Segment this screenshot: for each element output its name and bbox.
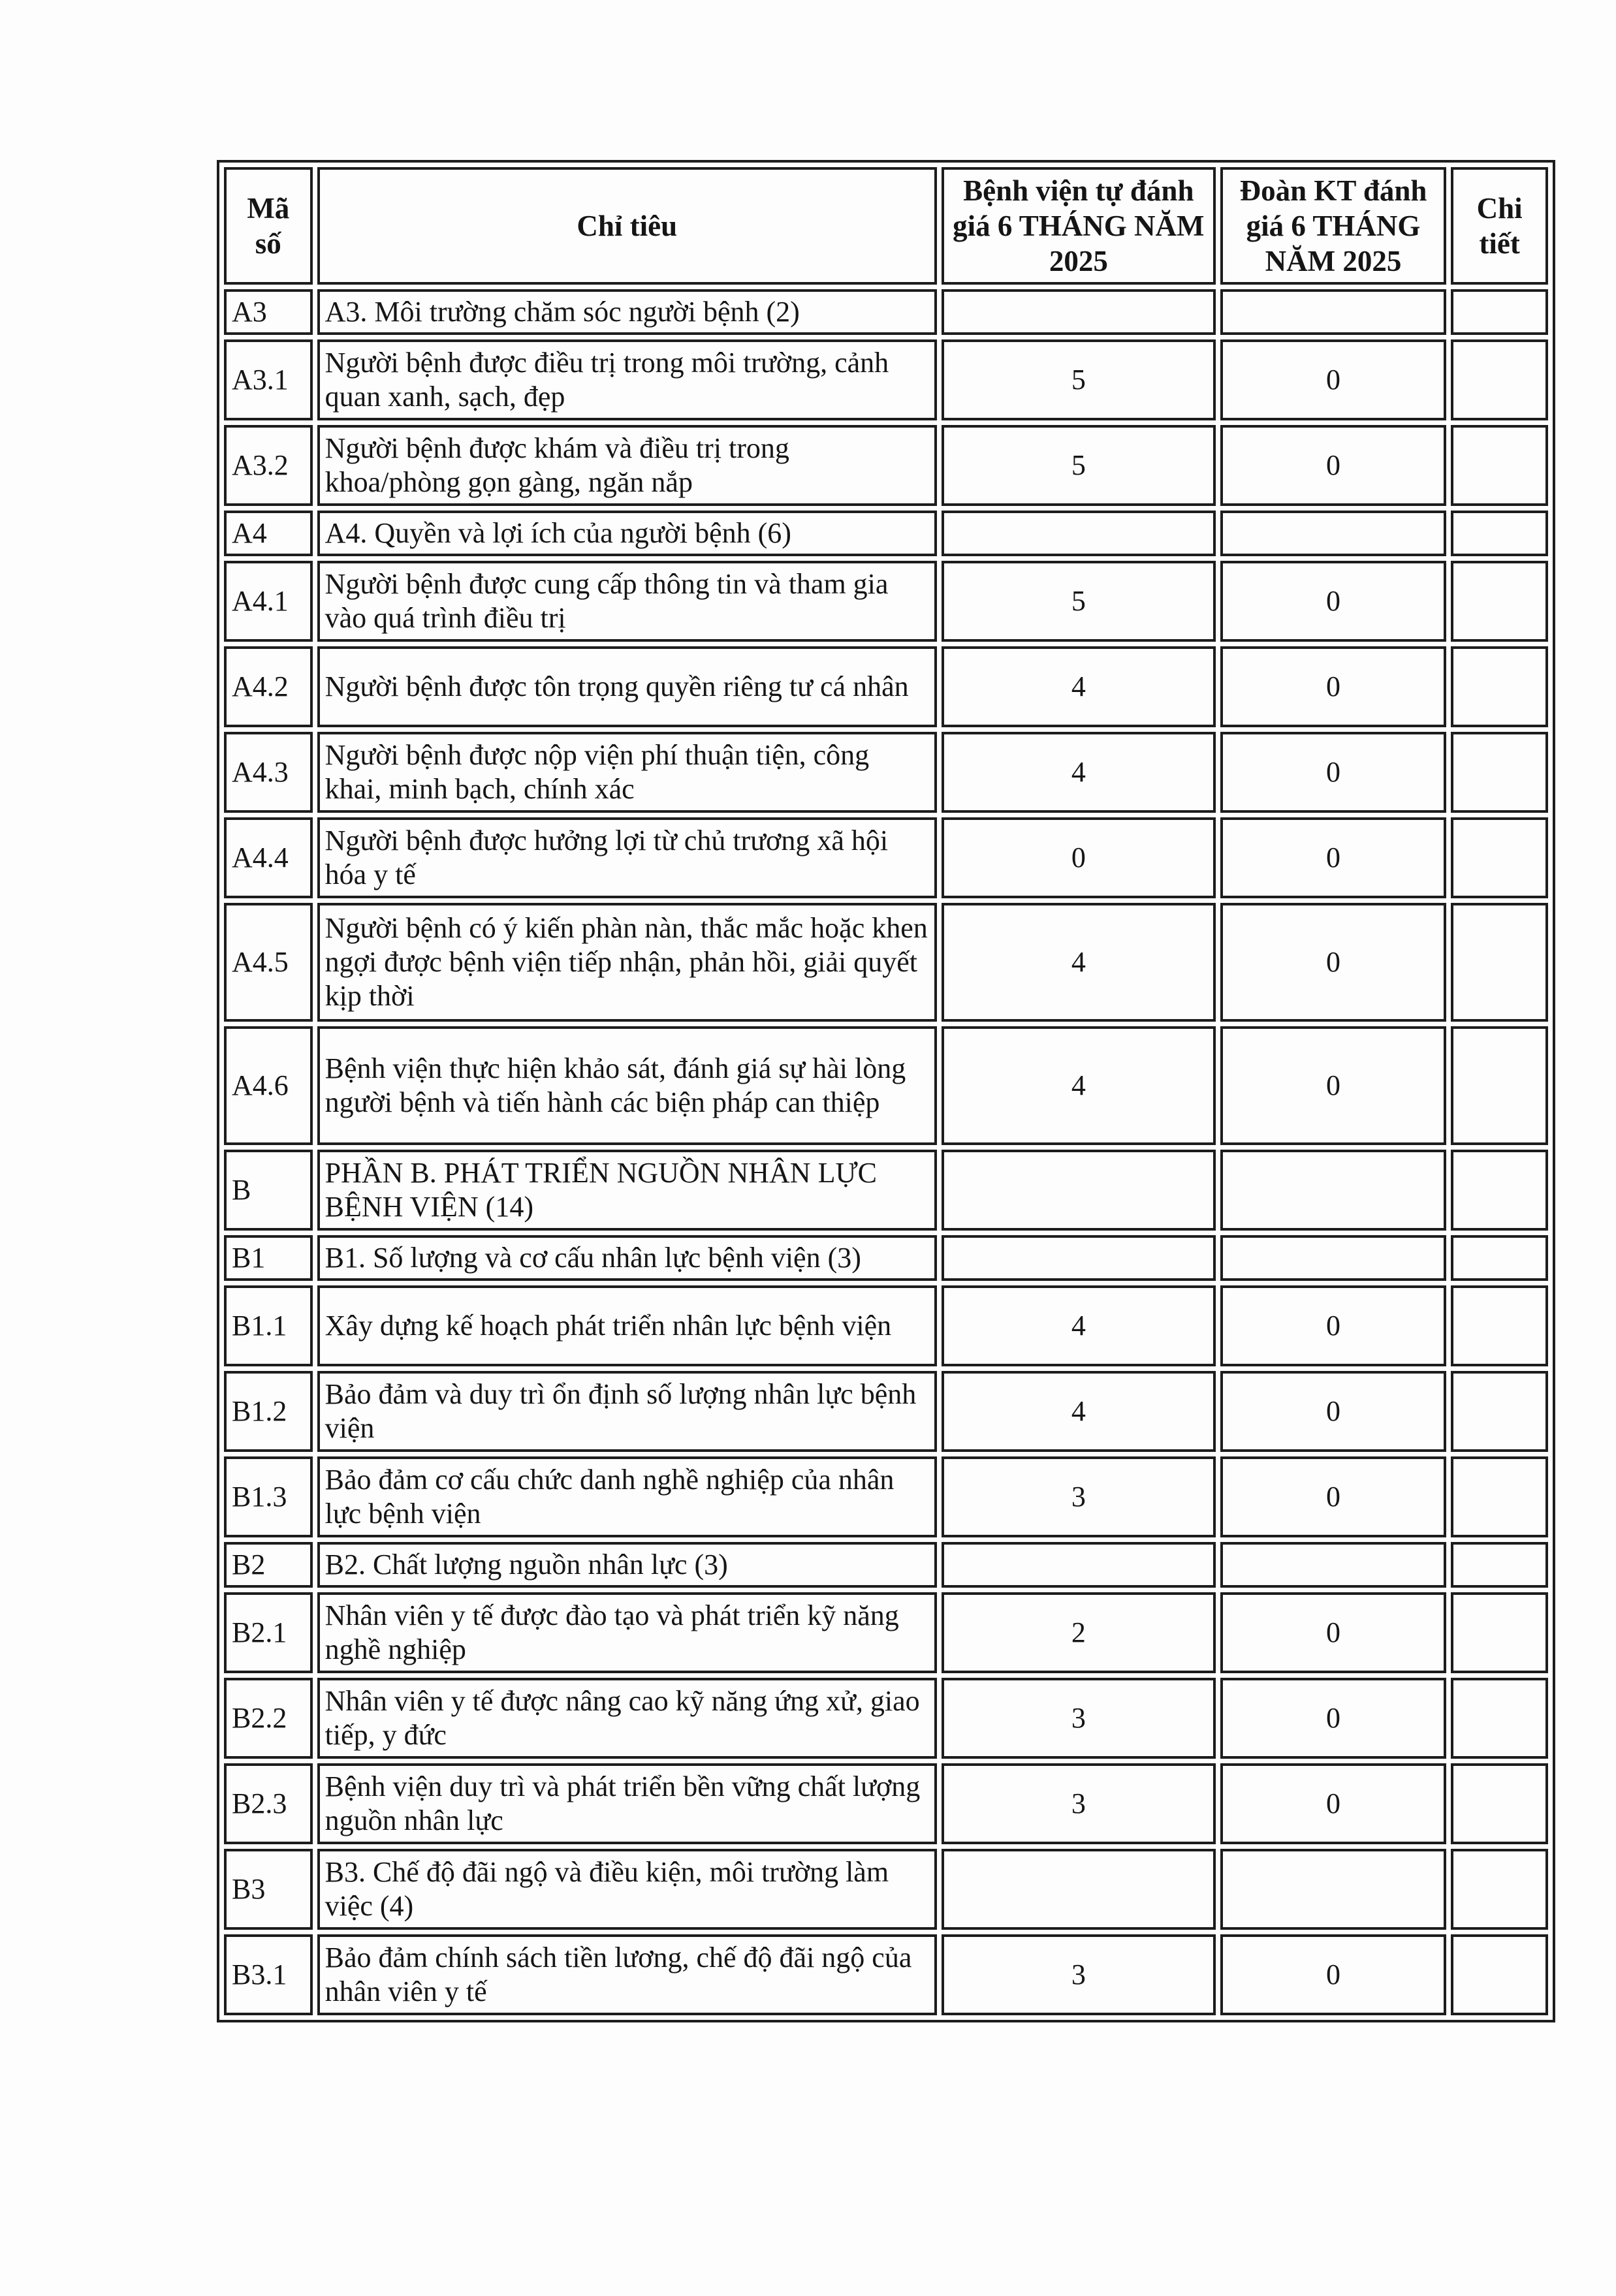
row-code: A4.4 bbox=[224, 817, 313, 898]
row-code: A3.1 bbox=[224, 339, 313, 420]
row-code: B3 bbox=[224, 1849, 313, 1930]
row-self-score: 4 bbox=[942, 1371, 1216, 1452]
row-criteria: B3. Chế độ đãi ngộ và điều kiện, môi trường làm việc (4) bbox=[317, 1849, 937, 1930]
row-self-score: 5 bbox=[942, 425, 1216, 506]
row-code: A3.2 bbox=[224, 425, 313, 506]
row-team-score: 0 bbox=[1220, 646, 1447, 727]
row-code: B1 bbox=[224, 1235, 313, 1281]
row-team-score bbox=[1220, 511, 1447, 556]
row-code: B2 bbox=[224, 1542, 313, 1588]
row-detail bbox=[1451, 1371, 1548, 1452]
table-row bbox=[224, 1592, 1548, 1673]
row-self-score: 4 bbox=[942, 1026, 1216, 1145]
row-detail bbox=[1451, 646, 1548, 727]
row-criteria: Người bệnh được khám và điều trị trong khoa/phòng gọn gàng, ngăn nắp bbox=[317, 425, 937, 506]
row-criteria: Bệnh viện duy trì và phát triển bền vững chất lượng nguồn nhân lực bbox=[317, 1763, 937, 1844]
table-row bbox=[224, 1678, 1548, 1759]
row-criteria: Người bệnh được cung cấp thông tin và tham gia vào quá trình điều trị bbox=[317, 561, 937, 642]
row-criteria: Người bệnh được tôn trọng quyền riêng tư cá nhân bbox=[317, 646, 937, 727]
row-criteria: Xây dựng kế hoạch phát triển nhân lực bệnh viện bbox=[317, 1285, 937, 1366]
table-row bbox=[224, 425, 1548, 506]
row-self-score bbox=[942, 1235, 1216, 1281]
table-header-row bbox=[224, 167, 1548, 285]
header-code: Mã số bbox=[224, 167, 313, 285]
row-detail bbox=[1451, 425, 1548, 506]
row-code: A4.6 bbox=[224, 1026, 313, 1145]
row-team-score: 0 bbox=[1220, 1371, 1447, 1452]
table-row bbox=[224, 1285, 1548, 1366]
row-team-score: 0 bbox=[1220, 339, 1447, 420]
row-detail bbox=[1451, 732, 1548, 813]
row-criteria: Bảo đảm chính sách tiền lương, chế độ đãi ngộ của nhân viên y tế bbox=[317, 1934, 937, 2015]
row-code: A4 bbox=[224, 511, 313, 556]
table-row bbox=[224, 511, 1548, 556]
row-team-score: 0 bbox=[1220, 1678, 1447, 1759]
row-criteria: A4. Quyền và lợi ích của người bệnh (6) bbox=[317, 511, 937, 556]
row-detail bbox=[1451, 1592, 1548, 1673]
row-detail bbox=[1451, 561, 1548, 642]
row-team-score: 0 bbox=[1220, 817, 1447, 898]
row-detail bbox=[1451, 1150, 1548, 1231]
table-row bbox=[224, 339, 1548, 420]
row-self-score: 5 bbox=[942, 561, 1216, 642]
row-detail bbox=[1451, 1678, 1548, 1759]
row-self-score: 4 bbox=[942, 903, 1216, 1022]
row-criteria: Người bệnh được hưởng lợi từ chủ trương xã hội hóa y tế bbox=[317, 817, 937, 898]
table-row bbox=[224, 289, 1548, 335]
row-criteria: PHẦN B. PHÁT TRIỂN NGUỒN NHÂN LỰC BỆNH VIỆN (14) bbox=[317, 1150, 937, 1231]
row-detail bbox=[1451, 1285, 1548, 1366]
row-team-score: 0 bbox=[1220, 561, 1447, 642]
table-row bbox=[224, 817, 1548, 898]
row-team-score: 0 bbox=[1220, 1934, 1447, 2015]
row-team-score: 0 bbox=[1220, 1026, 1447, 1145]
header-criteria: Chỉ tiêu bbox=[317, 167, 937, 285]
row-code: A4.3 bbox=[224, 732, 313, 813]
row-self-score: 3 bbox=[942, 1678, 1216, 1759]
row-criteria: Bảo đảm và duy trì ổn định số lượng nhân lực bệnh viện bbox=[317, 1371, 937, 1452]
row-detail bbox=[1451, 1763, 1548, 1844]
header-team-assessment: Đoàn KT đánh giá 6 THÁNG NĂM 2025 bbox=[1220, 167, 1447, 285]
row-code: A4.2 bbox=[224, 646, 313, 727]
row-criteria: B1. Số lượng và cơ cấu nhân lực bệnh viện (3) bbox=[317, 1235, 937, 1281]
row-code: B1.1 bbox=[224, 1285, 313, 1366]
row-team-score bbox=[1220, 1542, 1447, 1588]
row-criteria: Nhân viên y tế được đào tạo và phát triển kỹ năng nghề nghiệp bbox=[317, 1592, 937, 1673]
row-code: B2.3 bbox=[224, 1763, 313, 1844]
row-criteria: Người bệnh có ý kiến phàn nàn, thắc mắc hoặc khen ngợi được bệnh viện tiếp nhận, phản hồi, giải quyết kịp thời bbox=[317, 903, 937, 1022]
table-row bbox=[224, 1849, 1548, 1930]
table-row bbox=[224, 1763, 1548, 1844]
row-team-score bbox=[1220, 1235, 1447, 1281]
row-self-score bbox=[942, 1849, 1216, 1930]
row-criteria: A3. Môi trường chăm sóc người bệnh (2) bbox=[317, 289, 937, 335]
row-self-score bbox=[942, 1150, 1216, 1231]
row-criteria: Người bệnh được nộp viện phí thuận tiện, công khai, minh bạch, chính xác bbox=[317, 732, 937, 813]
row-self-score bbox=[942, 289, 1216, 335]
table-row bbox=[224, 1371, 1548, 1452]
row-self-score: 5 bbox=[942, 339, 1216, 420]
row-self-score: 0 bbox=[942, 817, 1216, 898]
row-detail bbox=[1451, 1456, 1548, 1537]
row-self-score: 4 bbox=[942, 732, 1216, 813]
row-code: A4.1 bbox=[224, 561, 313, 642]
row-team-score: 0 bbox=[1220, 732, 1447, 813]
row-detail bbox=[1451, 339, 1548, 420]
row-team-score: 0 bbox=[1220, 1592, 1447, 1673]
table-row bbox=[224, 1542, 1548, 1588]
header-self-assessment: Bệnh viện tự đánh giá 6 THÁNG NĂM 2025 bbox=[942, 167, 1216, 285]
row-code: A4.5 bbox=[224, 903, 313, 1022]
table-row bbox=[224, 1150, 1548, 1231]
table-row bbox=[224, 561, 1548, 642]
row-self-score: 4 bbox=[942, 646, 1216, 727]
row-code: B1.3 bbox=[224, 1456, 313, 1537]
row-code: B3.1 bbox=[224, 1934, 313, 2015]
row-criteria: Bảo đảm cơ cấu chức danh nghề nghiệp của nhân lực bệnh viện bbox=[317, 1456, 937, 1537]
row-self-score: 4 bbox=[942, 1285, 1216, 1366]
row-self-score bbox=[942, 511, 1216, 556]
row-detail bbox=[1451, 289, 1548, 335]
row-code: B1.2 bbox=[224, 1371, 313, 1452]
assessment-table bbox=[217, 160, 1555, 2022]
table-row bbox=[224, 1235, 1548, 1281]
row-self-score: 3 bbox=[942, 1456, 1216, 1537]
row-detail bbox=[1451, 1934, 1548, 2015]
row-detail bbox=[1451, 511, 1548, 556]
row-detail bbox=[1451, 1849, 1548, 1930]
row-team-score bbox=[1220, 1150, 1447, 1231]
row-code: B2.1 bbox=[224, 1592, 313, 1673]
table-row bbox=[224, 646, 1548, 727]
row-criteria: B2. Chất lượng nguồn nhân lực (3) bbox=[317, 1542, 937, 1588]
row-self-score: 3 bbox=[942, 1763, 1216, 1844]
row-detail bbox=[1451, 1235, 1548, 1281]
row-detail bbox=[1451, 1026, 1548, 1145]
row-team-score: 0 bbox=[1220, 1456, 1447, 1537]
row-criteria: Nhân viên y tế được nâng cao kỹ năng ứng xử, giao tiếp, y đức bbox=[317, 1678, 937, 1759]
table-row bbox=[224, 1026, 1548, 1145]
row-team-score: 0 bbox=[1220, 425, 1447, 506]
header-detail: Chi tiết bbox=[1451, 167, 1548, 285]
row-code: B bbox=[224, 1150, 313, 1231]
row-code: A3 bbox=[224, 289, 313, 335]
row-criteria: Người bệnh được điều trị trong môi trường, cảnh quan xanh, sạch, đẹp bbox=[317, 339, 937, 420]
row-self-score: 2 bbox=[942, 1592, 1216, 1673]
row-team-score bbox=[1220, 289, 1447, 335]
table-row bbox=[224, 903, 1548, 1022]
row-team-score: 0 bbox=[1220, 903, 1447, 1022]
row-detail bbox=[1451, 1542, 1548, 1588]
table-row bbox=[224, 1934, 1548, 2015]
table-row bbox=[224, 732, 1548, 813]
row-team-score: 0 bbox=[1220, 1763, 1447, 1844]
row-self-score bbox=[942, 1542, 1216, 1588]
row-code: B2.2 bbox=[224, 1678, 313, 1759]
row-criteria: Bệnh viện thực hiện khảo sát, đánh giá sự hài lòng người bệnh và tiến hành các biện pháp can thiệp bbox=[317, 1026, 937, 1145]
table-row bbox=[224, 1456, 1548, 1537]
row-team-score: 0 bbox=[1220, 1285, 1447, 1366]
row-team-score bbox=[1220, 1849, 1447, 1930]
row-detail bbox=[1451, 903, 1548, 1022]
row-detail bbox=[1451, 817, 1548, 898]
row-self-score: 3 bbox=[942, 1934, 1216, 2015]
